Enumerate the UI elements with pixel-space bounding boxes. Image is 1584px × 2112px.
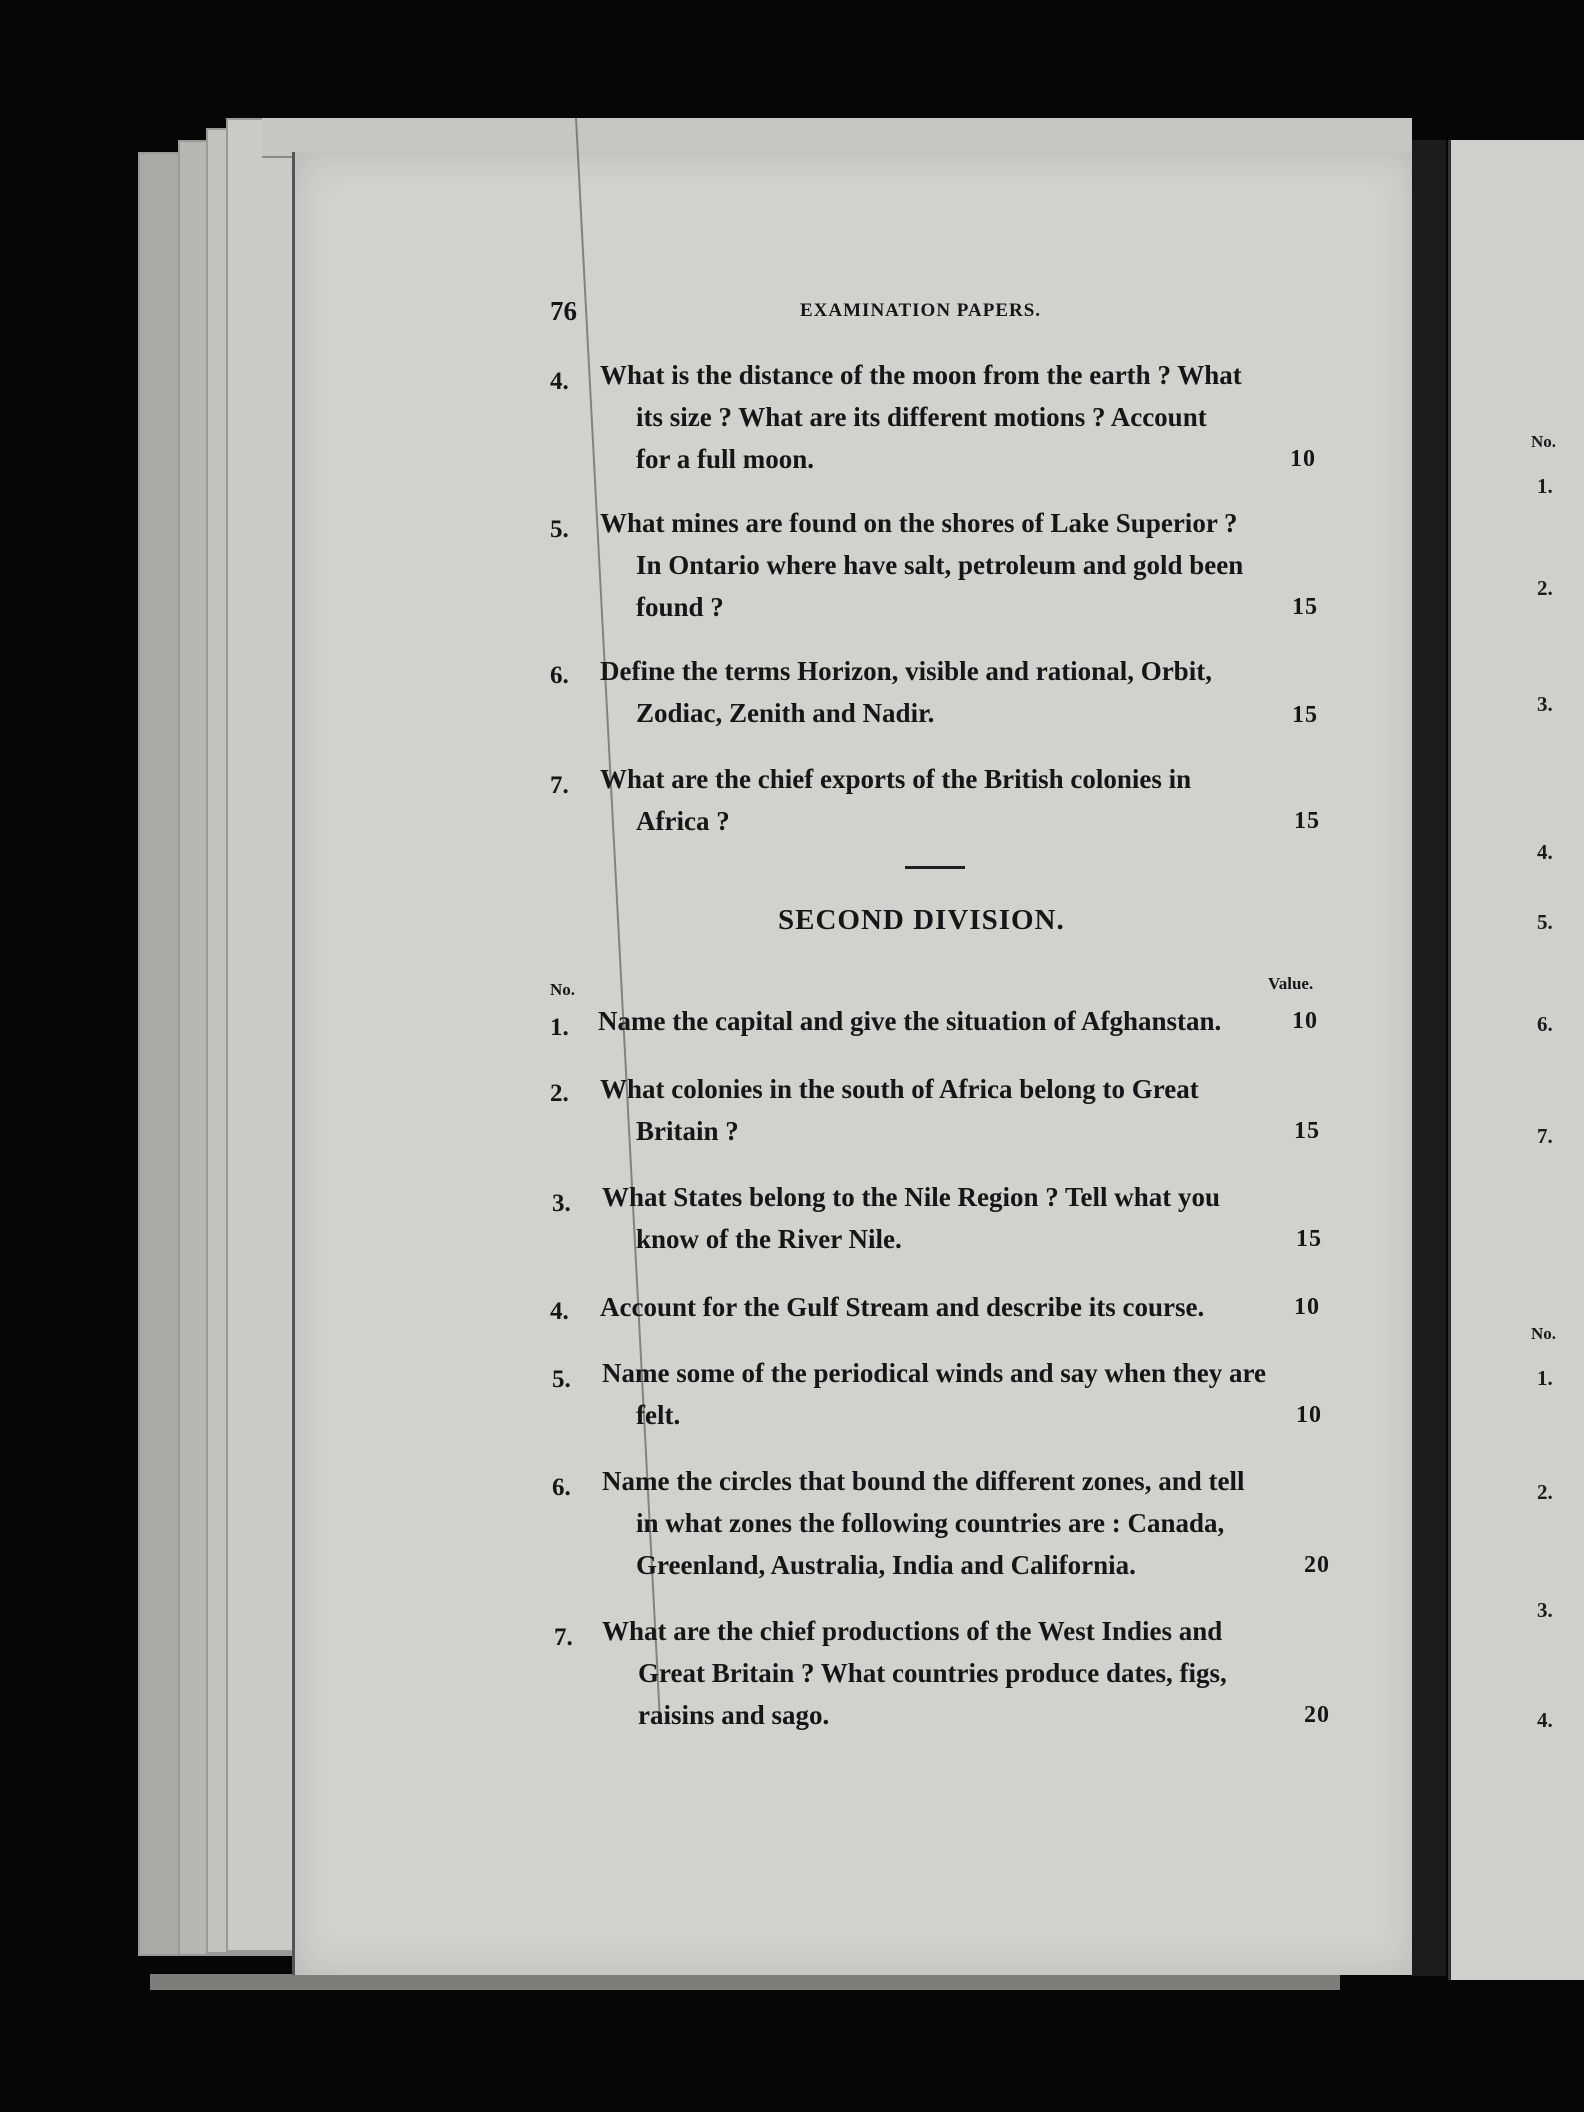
right-leaf-marker: 2. [1537,1480,1553,1504]
question-line: its size ? What are its different motions ? Account [636,402,1207,432]
question-line: felt. [636,1400,681,1430]
question-line: in what zones the following countries are : Canada, [636,1508,1225,1538]
adjacent-page [1448,140,1584,1980]
column-header-no: No. [550,980,576,999]
question-line: What is the distance of the moon from the earth ? What [600,360,1242,390]
question-line: What colonies in the south of Africa belong to Great [600,1074,1199,1104]
column-header-value: Value. [1268,974,1314,993]
question-line: raisins and sago. [638,1700,830,1730]
question-line: Great Britain ? What countries produce dates, figs, [638,1658,1227,1688]
question-line: Zodiac, Zenith and Nadir. [636,698,935,728]
question-line: What mines are found on the shores of Lake Superior ? [600,508,1238,538]
question-value: 20 [1304,1702,1330,1728]
question-value: 10 [1296,1402,1322,1428]
question-line: for a full moon. [636,444,815,474]
question-value: 15 [1294,1118,1320,1144]
right-leaf-marker: No. [1531,1324,1557,1343]
question-number: 5. [552,1366,571,1393]
question-value: 10 [1294,1294,1320,1320]
question-line: Britain ? [636,1116,739,1146]
question-line: In Ontario where have salt, petroleum and gold been [636,550,1244,580]
question-line: What are the chief productions of the West Indies and [602,1616,1223,1646]
question-number: 6. [550,662,569,689]
right-leaf-marker: 6. [1537,1012,1553,1036]
page-gutter-shadow [1412,140,1446,1976]
question-number: 7. [554,1624,573,1651]
right-leaf-marker: No. [1531,432,1557,451]
question-line: Account for the Gulf Stream and describe its course. [600,1292,1205,1322]
page-number: 76 [550,296,577,326]
question-line: Africa ? [636,806,730,836]
question-value: 15 [1292,702,1318,728]
question-line: Name the capital and give the situation of Afghanstan. [598,1006,1222,1036]
right-leaf-marker: 7. [1537,1124,1553,1148]
running-head: EXAMINATION PAPERS. [800,300,1042,321]
question-number: 5. [550,516,569,543]
question-value: 20 [1304,1552,1330,1578]
right-leaf-marker: 3. [1537,692,1553,716]
question-number: 4. [550,368,569,395]
right-leaf-marker: 3. [1537,1598,1553,1622]
right-leaf-marker: 5. [1537,910,1553,934]
question-line: Greenland, Australia, India and California. [636,1550,1136,1580]
right-leaf-marker: 4. [1537,840,1553,864]
right-leaf-marker: 2. [1537,576,1553,600]
page-stack-bottom [150,1974,1340,1990]
section-heading: SECOND DIVISION. [778,904,1065,936]
question-number: 7. [550,772,569,799]
question-number: 6. [552,1474,571,1501]
section-rule [905,866,965,869]
question-number: 2. [550,1080,569,1107]
question-line: Define the terms Horizon, visible and rational, Orbit, [600,656,1212,686]
right-leaf-marker: 1. [1537,1366,1553,1390]
right-leaf-marker: 4. [1537,1708,1553,1732]
question-line: know of the River Nile. [636,1224,902,1254]
question-value: 15 [1294,808,1320,834]
question-value: 15 [1296,1226,1322,1252]
question-number: 4. [550,1298,569,1325]
right-leaf-marker: 1. [1537,474,1553,498]
question-value: 10 [1290,446,1316,472]
question-line: What States belong to the Nile Region ? Tell what you [602,1182,1221,1212]
question-line: Name the circles that bound the different zones, and tell [602,1466,1245,1496]
question-value: 15 [1292,594,1318,620]
question-value: 10 [1292,1008,1318,1034]
stacked-page-edge [226,118,300,1952]
question-line: found ? [636,592,724,622]
question-line: Name some of the periodical winds and say when they are [602,1358,1266,1388]
question-number: 3. [552,1190,571,1217]
question-line: What are the chief exports of the British colonies in [600,764,1192,794]
question-number: 1. [550,1014,569,1041]
